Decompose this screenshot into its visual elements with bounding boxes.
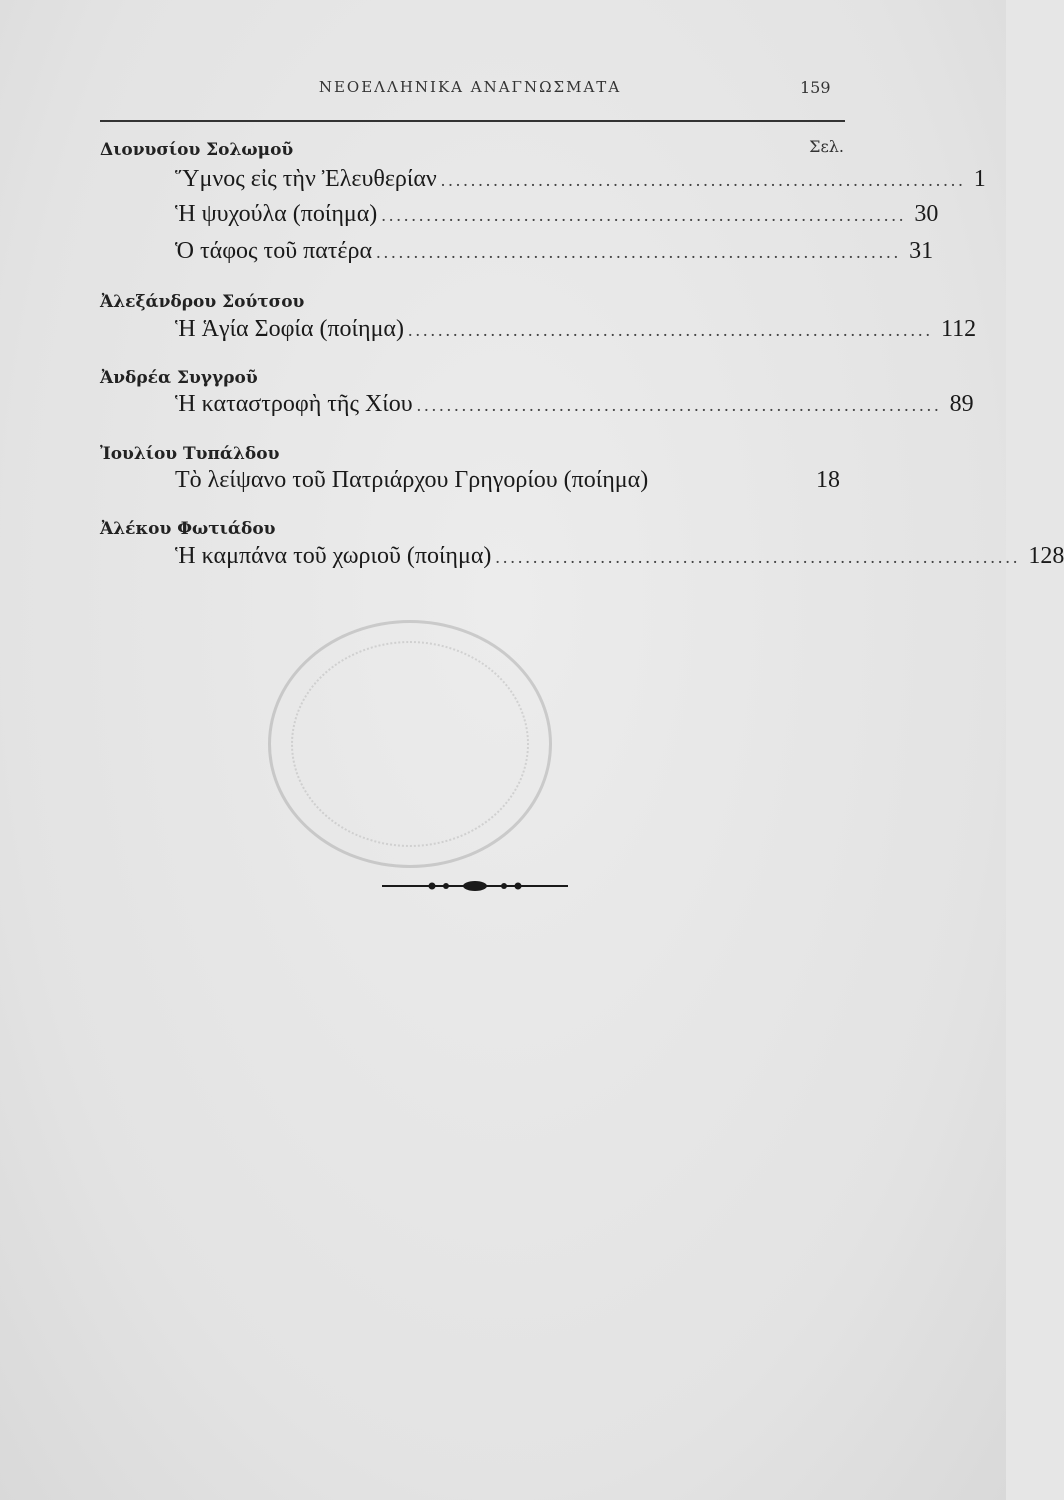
toc-entry: [175, 201, 939, 231]
page-number: 159: [800, 78, 831, 97]
end-ornament: [382, 876, 568, 896]
dot-leader: ......................................................................: [440, 170, 966, 190]
toc-entry: [175, 543, 1064, 573]
dot-leader: ......................................................................: [495, 547, 1021, 567]
running-head: [100, 78, 850, 104]
dot-leader: ......................................................................: [376, 242, 902, 262]
toc-entry-title: Ἡ ψυχούλα (ποίημα): [175, 201, 378, 227]
running-head-title: ΝΕΟΕΛΛΗΝΙΚΑ ΑΝΑΓΝΩΣΜΑΤΑ: [318, 78, 622, 96]
toc-entry-title: Ἡ καταστροφὴ τῆς Χίου: [175, 391, 413, 417]
toc-entry: [175, 166, 986, 196]
toc-author-heading: Διονυσίου Σολωμοῦ: [100, 140, 294, 160]
toc-entry-title: Τὸ λείψανο τοῦ Πατριάρχου Γρηγορίου (ποίημα): [175, 467, 649, 493]
toc-entry-title: Ὁ τάφος τοῦ πατέρα: [175, 238, 373, 264]
dot-leader: ......................................................................: [408, 320, 933, 340]
toc-author-heading: Ἀλέκου Φωτιάδου: [100, 519, 276, 539]
header-rule: [100, 120, 845, 122]
toc-entry-page: 18: [816, 467, 840, 493]
toc-entry: [175, 238, 934, 268]
toc-entry-title: Ἡ καμπάνα τοῦ χωριοῦ (ποίημα): [175, 543, 492, 569]
toc-entry-page: 1: [973, 166, 986, 192]
stamp-inner-ring: [291, 641, 529, 847]
toc-entry-page: 30: [914, 201, 939, 227]
faded-library-stamp: [268, 620, 552, 868]
toc-entry-page: 89: [949, 391, 974, 417]
toc-entry-page: 31: [909, 238, 934, 264]
toc-entry: [175, 316, 977, 346]
toc-entry: [175, 467, 840, 497]
toc-entry-page: 128: [1028, 543, 1064, 569]
dot-leader: ......................................................................: [416, 395, 942, 415]
toc-author-heading: Ἰουλίου Τυπάλδου: [100, 444, 280, 464]
page-column-label: Σελ.: [809, 137, 844, 156]
toc-author-heading: Ἀλεξάνδρου Σούτσου: [100, 292, 305, 312]
toc-entry-title: Ἡ Ἁγία Σοφία (ποίημα): [175, 316, 404, 342]
dot-leader: ......................................................................: [381, 205, 907, 225]
toc-entry: [175, 391, 974, 421]
toc-entry-page: 112: [941, 316, 977, 342]
toc-author-heading: Ἀνδρέα Συγγροῦ: [100, 368, 258, 388]
toc-entry-title: Ὕμνος εἰς τὴν Ἐλευθερίαν: [175, 166, 437, 192]
